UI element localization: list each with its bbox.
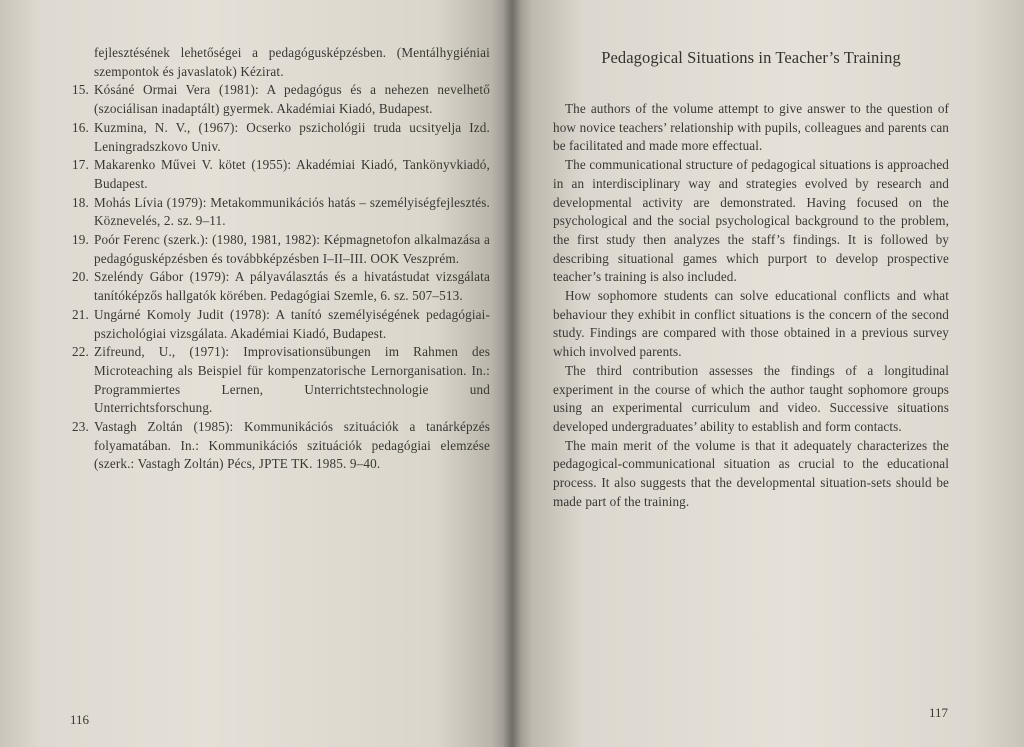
reference-number: 23. bbox=[72, 419, 89, 435]
reference-item bbox=[70, 156, 490, 193]
reference-text: Ungárné Komoly Judit (1978): A tanító személyiségének pedagógiai-pszichológiai vizsgálata. Akadémiai Kiadó, Budapest. bbox=[94, 306, 490, 341]
summary-section bbox=[553, 48, 949, 511]
reference-number: 18. bbox=[72, 194, 89, 210]
reference-number: 19. bbox=[72, 232, 89, 248]
reference-number: 17. bbox=[72, 157, 89, 173]
summary-paragraph: The authors of the volume attempt to give answer to the question of how novice teachers’ relationship with pupils, colleagues and parents can be facilitated and made more effectual. bbox=[553, 101, 949, 154]
page-title: Pedagogical Situations in Teacher’s Training bbox=[601, 48, 901, 67]
reference-item bbox=[70, 418, 490, 474]
reference-item bbox=[70, 119, 490, 156]
reference-item bbox=[70, 44, 490, 81]
reference-item bbox=[70, 343, 490, 418]
reference-item bbox=[70, 81, 490, 118]
reference-item bbox=[70, 306, 490, 343]
reference-number: 20. bbox=[72, 269, 89, 285]
summary-paragraph: The main merit of the volume is that it adequately characterizes the pedagogical-communicational situation as crucial to the educational process. It also suggests that the developmental situation-sets should be made part of the training. bbox=[553, 437, 949, 509]
reference-text: Vastagh Zoltán (1985): Kommunikációs szituációk a tanárképzés folyamatában. In.: Kommunikációs szituációk pedagógiai elemzése (szerk.: Vastagh Zoltán) Pécs, JPTE TK. 1985. 9–40. bbox=[94, 419, 490, 472]
reference-text: Szeléndy Gábor (1979): A pályaválasztás és a hivatástudat vizsgálata tanítóképzős hallgatók körében. Pedagógiai Szemle, 6. sz. 507–513. bbox=[94, 269, 490, 304]
reference-text: fejlesztésének lehetőségei a pedagógusképzésben. (Mentálhygiéniai szempontok és javaslatok) Kézirat. bbox=[94, 45, 490, 79]
page-number-right: 117 bbox=[929, 705, 949, 720]
reference-text: Kuzmina, N. V., (1967): Ocserko pszichológii truda ucsityelja Izd. Leningradszkovo Univ. bbox=[94, 119, 490, 154]
book-gutter bbox=[503, 0, 521, 747]
summary-paragraph: The communicational structure of pedagogical situations is approached in an interdisciplinary way and strategies evolved by research and developmental activity are demonstrated. Having focused on the psychological and the social psychological background to the problem, the first study then analyzes the staff’s findings. It is followed by describing situational games which purport to develop prospective teacher’s training is also included. bbox=[553, 157, 949, 285]
reference-number: 16. bbox=[72, 119, 89, 135]
reference-text: Kósáné Ormai Vera (1981): A pedagógus és a nehezen nevelhető (szociálisan inadaptált) gyermek. Akadémiai Kiadó, Budapest. bbox=[94, 82, 490, 117]
summary-paragraph: The third contribution assesses the findings of a longitudinal experiment in the course of which the author taught sophomore groups using an experimental curriculum and video. Successive situations developed undergraduates’ ability to establish and form contacts. bbox=[553, 362, 949, 434]
summary-paragraph: How sophomore students can solve educational conflicts and what behaviour they exhibit in conflict situations is the concern of the second study. Findings are compared with those obtained in a previous survey which involved parents. bbox=[553, 288, 949, 360]
reference-item bbox=[70, 268, 490, 305]
reference-number: 22. bbox=[72, 344, 89, 360]
reference-text: Zifreund, U., (1971): Improvisationsübungen im Rahmen des Microteaching als Beispiel für kompenzatorische Lernorganisation. In.: Programmiertes Lernen, Unterrichtstechnologie und Unterrichtsforschung. bbox=[94, 344, 490, 416]
reference-item bbox=[70, 231, 490, 268]
reference-number: 21. bbox=[72, 306, 89, 322]
reference-number: 15. bbox=[72, 82, 89, 98]
reference-item bbox=[70, 194, 490, 231]
reference-text: Mohás Lívia (1979): Metakommunikációs hatás – személyiségfejlesztés. Köznevelés, 2. sz. 9–11. bbox=[94, 194, 490, 229]
right-page bbox=[512, 0, 1024, 747]
page-number-left: 116 bbox=[70, 712, 90, 727]
reference-text: Poór Ferenc (szerk.): (1980, 1981, 1982): Képmagnetofon alkalmazása a pedagógusképzésben és továbbképzésben I–II–III. OOK Veszprém. bbox=[94, 232, 490, 266]
reference-text: Makarenko Művei V. kötet (1955): Akadémiai Kiadó, Tankönyvkiadó, Budapest. bbox=[94, 157, 490, 191]
reference-list bbox=[70, 44, 490, 474]
